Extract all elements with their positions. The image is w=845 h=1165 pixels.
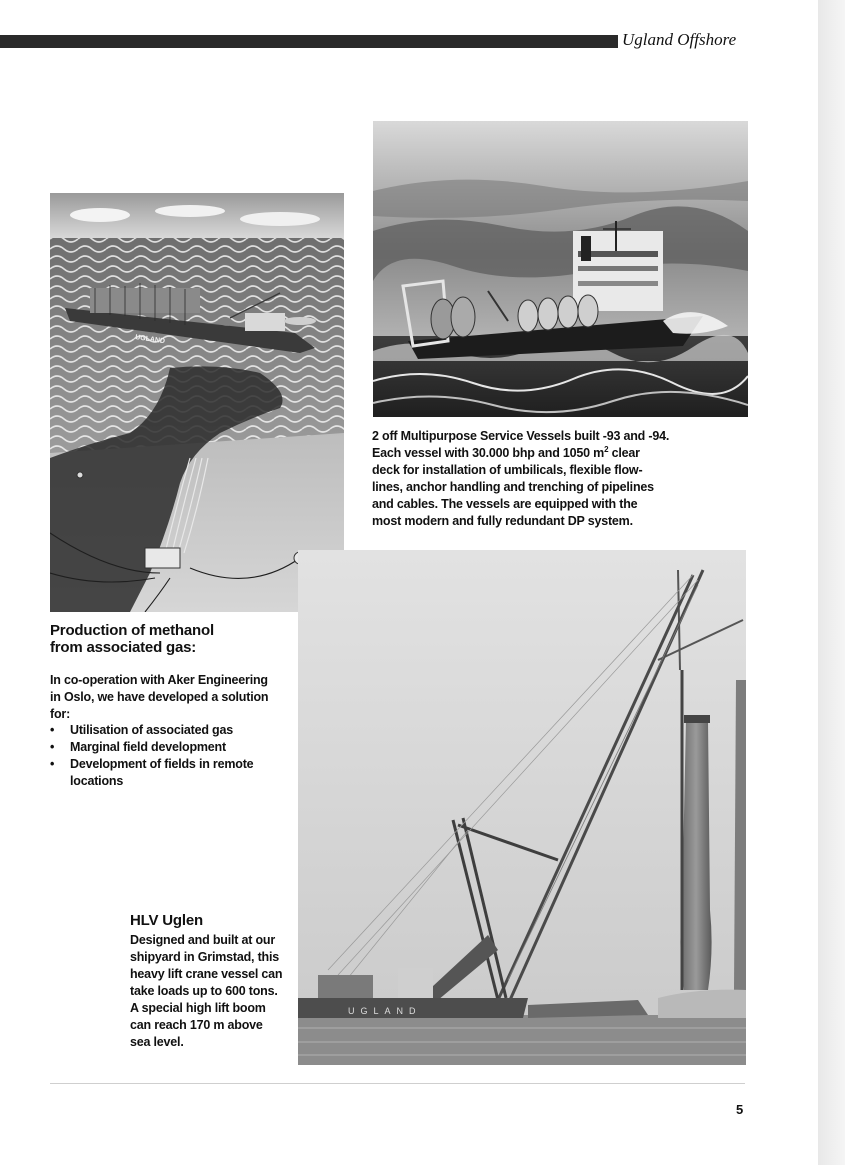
msv-caption-text: Each vessel with 30.000 bhp and 1050 m (372, 446, 605, 460)
methanol-body-line: for: (50, 707, 71, 721)
hlv-uglen-photo (298, 550, 746, 1065)
methanol-section-title (50, 622, 290, 656)
list-item: • Development of fields in remote (50, 756, 295, 773)
page-number: 5 (736, 1102, 744, 1117)
msv-caption-text: clear (608, 446, 640, 460)
methanol-benefits-list (50, 722, 295, 790)
msv-caption-line: and cables. The vessels are equipped with the (372, 497, 638, 511)
list-item: • Utilisation of associated gas (50, 722, 295, 739)
fpso-hull-lettering: UGLAND (134, 334, 166, 346)
hlv-body-line: take loads up to 600 tons. (130, 984, 278, 998)
msv-caption-line: deck for installation of umbilicals, flexible flow- (372, 463, 643, 477)
methanol-body-line: In co-operation with Aker Engineering (50, 673, 268, 687)
methanol-body-line: in Oslo, we have developed a solution (50, 690, 269, 704)
msv-caption-line (372, 445, 682, 462)
methanol-title-line: Production of methanol (50, 622, 214, 639)
page-edge-shadow (818, 0, 845, 1165)
hlv-body-line: shipyard in Grimstad, this (130, 950, 279, 964)
list-item-continuation: locations (70, 774, 124, 788)
hlv-section-title: HLV Uglen (130, 912, 203, 929)
header-bar (0, 35, 618, 48)
hlv-hull-lettering: UGLAND (348, 1006, 422, 1016)
methanol-title-line: from associated gas: (50, 639, 197, 656)
header-brand: Ugland Offshore (622, 30, 737, 49)
msv-caption (372, 428, 682, 530)
msv-caption-superscript: 2 (604, 444, 609, 454)
hlv-body-line: heavy lift crane vessel can (130, 967, 283, 981)
hlv-body-line: A special high lift boom (130, 1001, 266, 1015)
list-item: • Marginal field development (50, 739, 295, 756)
footer-rule (50, 1083, 745, 1084)
hlv-body-line: sea level. (130, 1035, 184, 1049)
hlv-body-line: Designed and built at our (130, 933, 276, 947)
methanol-body (50, 672, 295, 723)
service-vessel-painting (373, 121, 748, 417)
hlv-body (130, 932, 295, 1051)
msv-caption-line: 2 off Multipurpose Service Vessels built -93 and -94. (372, 429, 670, 443)
msv-caption-line: lines, anchor handling and trenching of pipelines (372, 480, 654, 494)
hlv-body-line: can reach 170 m above (130, 1018, 263, 1032)
msv-caption-line: most modern and fully redundant DP system. (372, 514, 633, 528)
